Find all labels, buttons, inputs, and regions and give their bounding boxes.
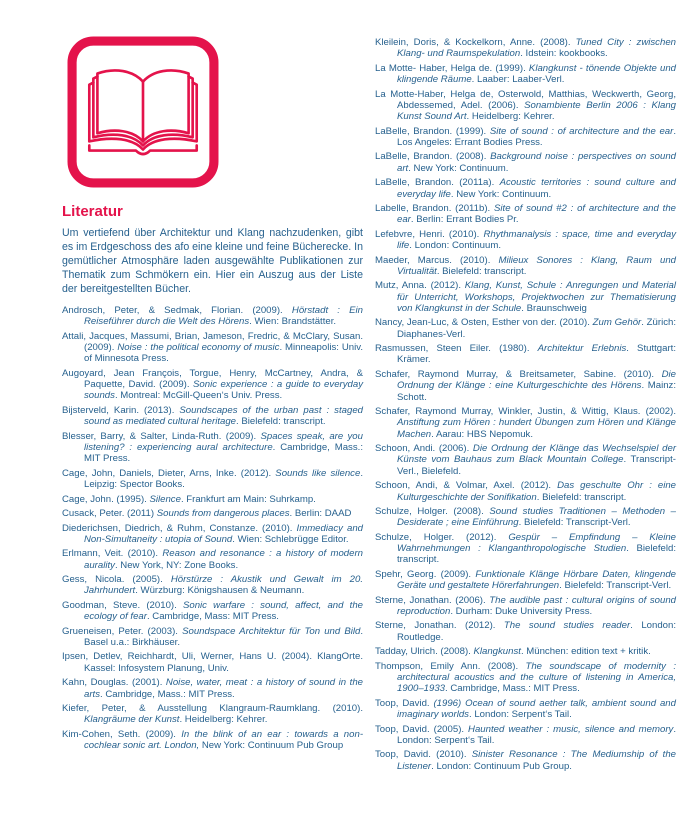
reference-entry: Toop, David. (2005). Haunted weather : music, silence and memory. London: Serpent‘s Tail. <box>375 723 676 746</box>
reference-entry: Schafer, Raymond Murray, Winkler, Justin, & Wittig, Klaus. (2002). Anstiftung zum Hören : hundert Übungen zum Hören und Klänge Machen. Aarau: HBS Nepomuk. <box>375 406 676 440</box>
reference-entry: Augoyard, Jean François, Torgue, Henry, McCartney, Andra, & Paquette, David. (2009). Sonic experience : a guide to everyday sounds. Montreal: McGill-Queen‘s Univ. Press. <box>62 367 363 402</box>
reference-entry: Schoon, Andi, & Volmar, Axel. (2012). Das geschulte Ohr : eine Kulturgeschichte der Sonifikation. Bielefeld: transcript. <box>375 480 676 503</box>
reference-entry: Schafer, Raymond Murray, & Breitsameter, Sabine. (2010). Die Ordnung der Klänge : eine Kulturgeschichte des Hörens. Mainz: Schott. <box>375 368 676 403</box>
reference-entry: Grueneisen, Peter. (2003). Soundspace Architektur für Ton und Bild. Basel u.a.: Birkhäuser. <box>62 625 364 648</box>
section-title: Literatur <box>62 203 123 220</box>
reference-entry: Nancy, Jean-Luc, & Osten, Esther von der. (2010). Zum Gehör. Zürich: Diaphanes-Verl. <box>375 317 676 340</box>
reference-entry: La Motte- Haber, Helga de. (1999). Klangkunst - tönende Objekte und klingende Räume. Laaber: Laaber-Verl. <box>375 62 676 86</box>
reference-entry: Kleilein, Doris, & Kockelkorn, Anne. (2008). Tuned City : zwischen Klang- und Raumspekulation. Idstein: kookbooks. <box>375 37 676 60</box>
left-column <box>62 203 363 755</box>
reference-entry: Bijsterveld, Karin. (2013). Soundscapes of the urban past : staged sound as mediated cultural heritage. Bielefeld: transcript. <box>62 404 363 428</box>
reference-entry: Goodman, Steve. (2010). Sonic warfare : sound, affect, and the ecology of fear. Cambridge, Mass: MIT Press. <box>62 599 363 623</box>
reference-entry: Rasmussen, Steen Eiler. (1980). Architektur Erlebnis. Stuttgart: Krämer. <box>375 343 676 366</box>
reference-entry: LaBelle, Brandon. (1999). Site of sound : of architecture and the ear. Los Angeles: Errant Bodies Press. <box>375 125 676 148</box>
reference-entry: Schoon, Andi. (2006). Die Ordnung der Klänge das Wechselspiel der Künste vom Bauhaus zum Black Mountain College. Transcript-Verl., Bielefeld. <box>375 443 677 477</box>
reference-entry: Ipsen, Detlev, Reichhardt, Uli, Werner, Hans U. (2004). KlangOrte. Kassel: Infosystem Planung, Univ. <box>62 651 363 674</box>
reference-entry: Gess, Nicola. (2005). Hörstürze : Akustik und Gewalt im 20. Jahrhundert. Würzburg: Königshausen & Neumann. <box>62 574 363 597</box>
open-book-icon <box>67 36 219 188</box>
reference-entry: Labelle, Brandon. (2011b). Site of sound #2 : of architecture and the ear. Berlin: Errant Bodies Pr. <box>375 202 676 226</box>
reference-entry: Toop, David. (2010). Sinister Resonance : The Mediumship of the Listener. London: Continuum Pub Group. <box>375 749 676 772</box>
reference-entry: Cusack, Peter. (2011) Sounds from dangerous places. Berlin: DAAD <box>62 508 352 520</box>
reference-entry: Kahn, Douglas. (2001). Noise, water, meat : a history of sound in the arts. Cambridge, Mass.: MIT Press. <box>62 677 363 700</box>
reference-entry: Thompson, Emily Ann. (2008). The soundscape of modernity : architectural acoustics and the culture of listening in America, 1900–1933. Cambridge, Mass.: MIT Press. <box>375 660 676 695</box>
reference-entry: Schulze, Holger. (2012). Gespür – Empfindung – Kleine Wahrnehmungen : Klanganthropologische Studien. Bielefeld: transcript. <box>375 531 676 566</box>
reference-entry: Cage, John. (1995). Silence. Frankfurt am Main: Suhrkamp. <box>62 493 316 505</box>
reference-entry: LaBelle, Brandon. (2011a). Acoustic territories : sound culture and everyday life. New York: Continuum. <box>375 177 676 200</box>
references-column-left <box>62 305 363 751</box>
reference-entry: Schulze, Holger. (2008). Sound studies Traditionen – Methoden –Desiderate ; eine Einführung. Bielefeld: Transcript-Verl. <box>375 505 677 529</box>
reference-entry: Mutz, Anna. (2012). Klang, Kunst, Schule : Anregungen und Material für Unterricht, Workshops, Projektwochen zur Thematisierung von Klangkunst in der Schule. Braunschweig <box>375 280 676 314</box>
reference-entry: Kiefer, Peter, & Ausstellung Klangraum-Raumklang. (2010). Klangräume der Kunst. Heidelberg: Kehrer. <box>62 703 363 726</box>
reference-entry: Spehr, Georg. (2009). Funktionale Klänge Hörbare Daten, klingende Geräte und gestaltete Hörerfahrungen. Bielefeld: Transcript-Verl. <box>375 568 676 592</box>
reference-entry: Androsch, Peter, & Sedmak, Florian. (2009). Hörstadt : Ein Reiseführer durch die Welt des Hörens. Wien: Brandstätter. <box>62 305 364 328</box>
reference-entry: La Motte-Haber, Helga de, Osterwold, Matthias, Weckwerth, Georg, Abdessemed, Adel. (2006). Sonambiente Berlin 2006 : Klang Kunst Sound Art. Heidelberg: Kehrer. <box>375 88 676 123</box>
reference-entry: Diederichsen, Diedrich, & Ruhm, Constanze. (2010). Immediacy and Non-Simultaneity : utopia of Sound. Wien: Schlebrügge Editor. <box>62 522 363 545</box>
reference-entry: LaBelle, Brandon. (2008). Background noise : perspectives on sound art. New York: Continuum. <box>375 151 676 174</box>
references-column-right <box>375 37 676 772</box>
reference-entry: Blesser, Barry, & Salter, Linda-Ruth. (2009). Spaces speak, are you listening? : experiencing aural architecture. Cambridge, Mass.: MIT Press. <box>62 430 363 465</box>
reference-entry: Cage, John, Daniels, Dieter, Arns, Inke. (2012). Sounds like silence. Leipzig: Spector Books. <box>62 467 363 491</box>
reference-entry: Sterne, Jonathan. (2012). The sound studies reader. London: Routledge. <box>375 620 676 643</box>
reference-entry: Kim-Cohen, Seth. (2009). In the blink of an ear : towards a non-cochlear sonic art. London, New York: Continuum Pub Group <box>62 728 364 752</box>
intro-paragraph: Um vertiefend über Architektur und Klang nachzudenken, gibt es im Erdgeschoss des afo eine kleine und feine Bücherecke. In gemütlicher Atmosphäre laden ausgewählte Publikationen zur Thematik zum Schmökern ein. Hier ein Auszug aus der Liste der bereitgestellten Bücher. <box>62 227 363 295</box>
reference-entry: Maeder, Marcus. (2010). Milieux Sonores : Klang, Raum und Virtualität. Bielefeld: transcript. <box>375 254 676 277</box>
reference-entry: Toop, David. (1996) Ocean of sound aether talk, ambient sound and imaginary worlds. London: Serpent‘s Tail. <box>375 697 676 721</box>
reference-entry: Erlmann, Veit. (2010). Reason and resonance : a history of modern aurality. New York, NY: Zone Books. <box>62 548 364 571</box>
reference-entry: Attali, Jacques, Massumi, Brian, Jameson, Fredric, & McClary, Susan. (2009). Noise : the political economy of music. Minneapolis: Univ. of Minnesota Press. <box>62 330 363 365</box>
reference-entry: Tadday, Ulrich. (2008). Klangkunst. München: edition text + kritik. <box>375 646 651 658</box>
reference-entry: Lefebvre, Henri. (2010). Rhythmanalysis : space, time and everyday life. London: Continuum. <box>375 228 676 252</box>
right-column <box>375 37 676 775</box>
reference-entry: Sterne, Jonathan. (2006). The audible past : cultural origins of sound reproduction. Durham: Duke University Press. <box>375 594 676 617</box>
